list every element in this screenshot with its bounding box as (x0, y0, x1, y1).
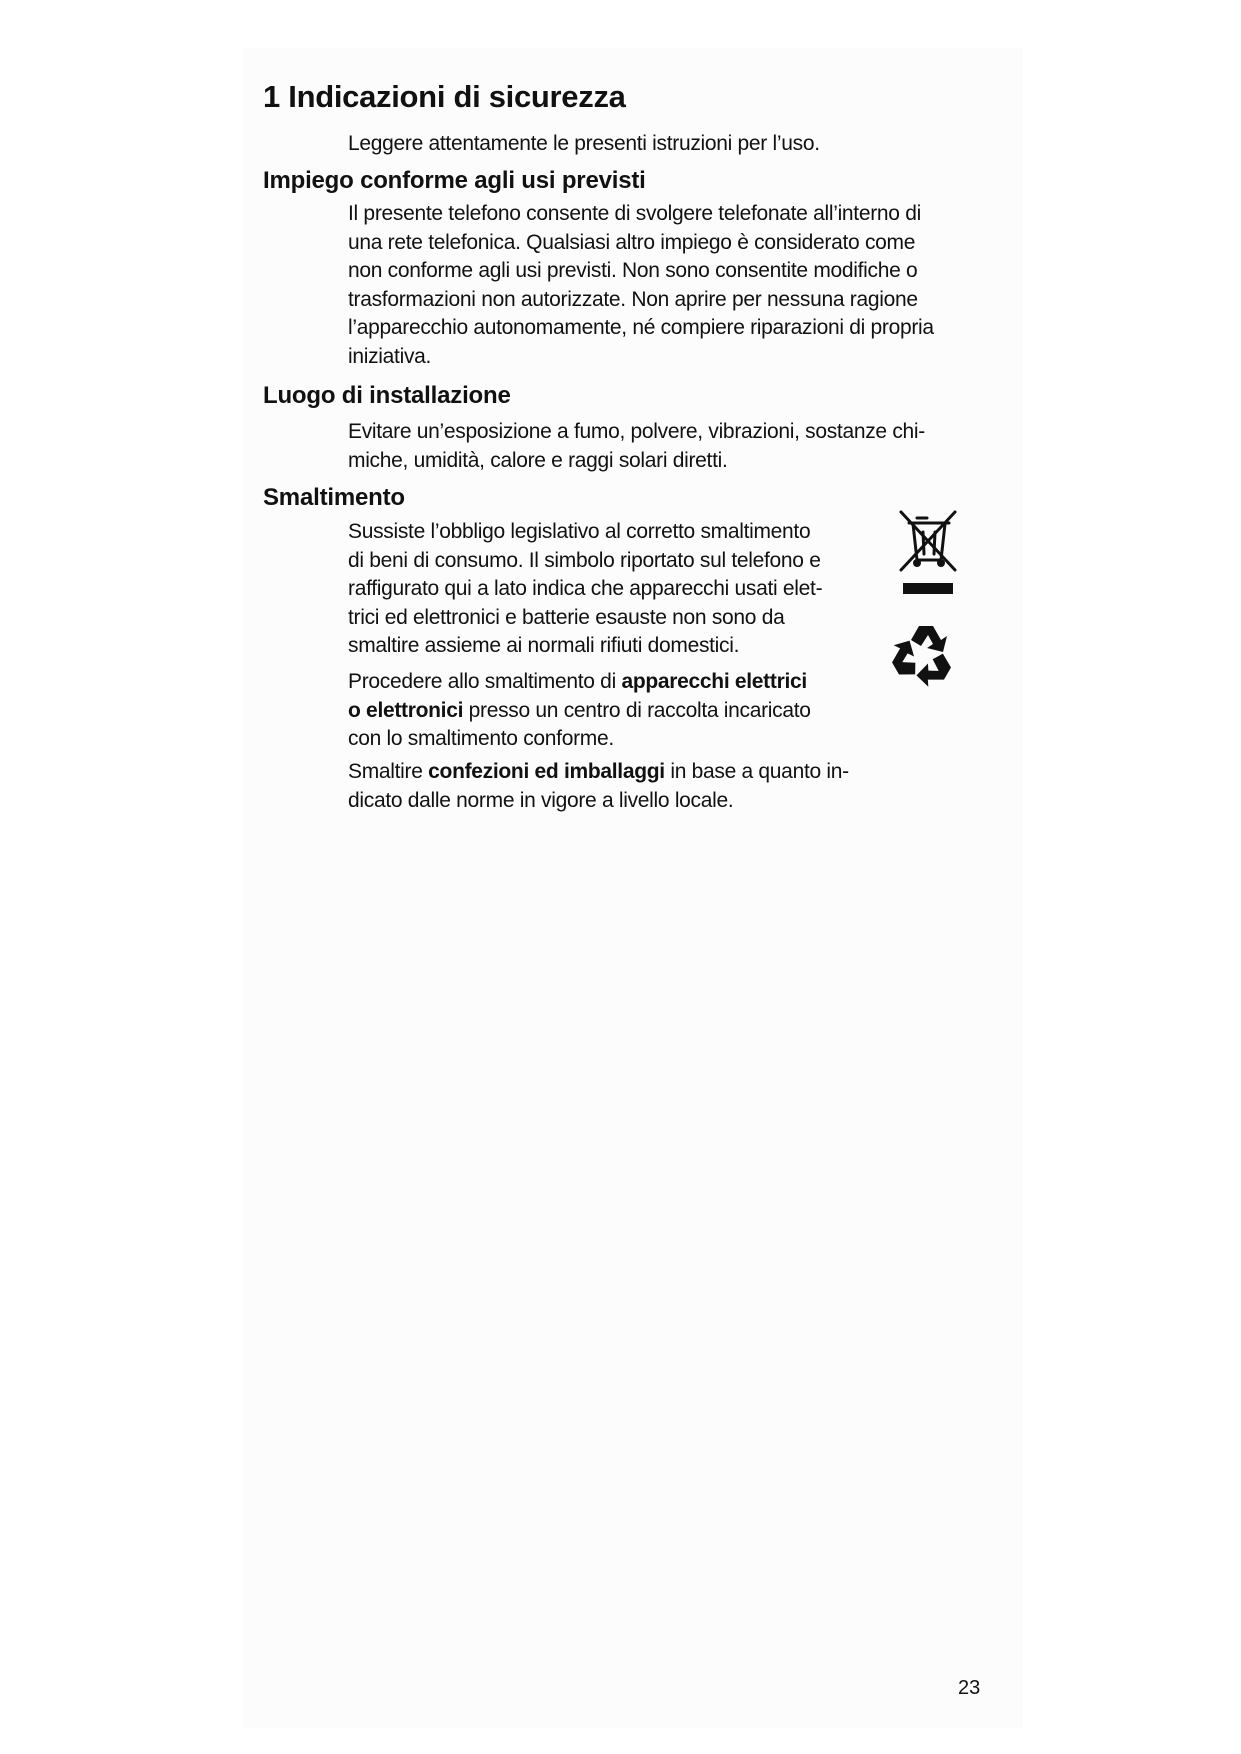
text-line: l’apparecchio autonomamente, né compiere riparazioni di propria (348, 316, 934, 339)
text-bold: o elettronici (348, 698, 464, 722)
section-title-disposal: Smaltimento (263, 484, 405, 511)
text-bold: confezioni ed imballaggi (428, 760, 665, 783)
text-line: di beni di consumo. Il simbolo riportato sul telefono e (348, 548, 821, 572)
text-normal: in base a quanto in- (664, 760, 849, 783)
page-title: 1 Indicazioni di sicurezza (263, 79, 626, 114)
text-line: iniziativa. (348, 344, 432, 368)
disposal-paragraph-1 (348, 518, 822, 661)
section-title-installation: Luogo di installazione (263, 382, 511, 409)
text-line: Leggere attentamente le presenti istruzioni per l’uso. (348, 132, 820, 155)
text-line: dicato dalle norme in vigore a livello locale. (348, 788, 734, 812)
page-number: 23 (958, 1677, 981, 1699)
text-bold: apparecchi elettrici (621, 670, 807, 693)
intro-paragraph (348, 130, 820, 159)
crossed-out-wheelie-bin-icon (895, 510, 963, 600)
text-line (348, 697, 811, 726)
installation-paragraph (348, 418, 925, 475)
text-normal: Procedere allo smaltimento di (348, 670, 622, 693)
text-line (348, 668, 811, 697)
text-line: miche, umidità, calore e raggi solari diretti. (348, 448, 728, 472)
section-title-intended-use: Impiego conforme agli usi previsti (263, 167, 646, 194)
text-line: Il presente telefono consente di svolgere telefonate all’interno di (348, 202, 921, 225)
text-line (348, 758, 849, 787)
text-line: trasformazioni non autorizzate. Non aprire per nessuna ragione (348, 287, 918, 311)
recycling-symbol-icon (885, 620, 961, 692)
text-line: Sussiste l’obbligo legislativo al corretto smaltimento (348, 520, 811, 543)
disposal-paragraph-2 (348, 668, 811, 754)
text-normal: Smaltire (348, 760, 429, 783)
disposal-paragraph-3 (348, 758, 849, 815)
text-line: una rete telefonica. Qualsiasi altro impiego è considerato come (348, 230, 916, 254)
text-line: trici ed elettronici e batterie esauste non sono da (348, 605, 785, 629)
intended-use-paragraph (348, 200, 934, 371)
text-line: smaltire assieme ai normali rifiuti domestici. (348, 634, 740, 657)
text-line: con lo smaltimento conforme. (348, 727, 614, 750)
text-line: non conforme agli usi previsti. Non sono consentite modifiche o (348, 259, 918, 282)
text-line: raffigurato qui a lato indica che apparecchi usati elet- (348, 577, 823, 600)
text-line: Evitare un’esposizione a fumo, polvere, vibrazioni, sostanze chi- (348, 420, 925, 443)
text-normal: presso un centro di raccolta incaricato (463, 698, 811, 722)
